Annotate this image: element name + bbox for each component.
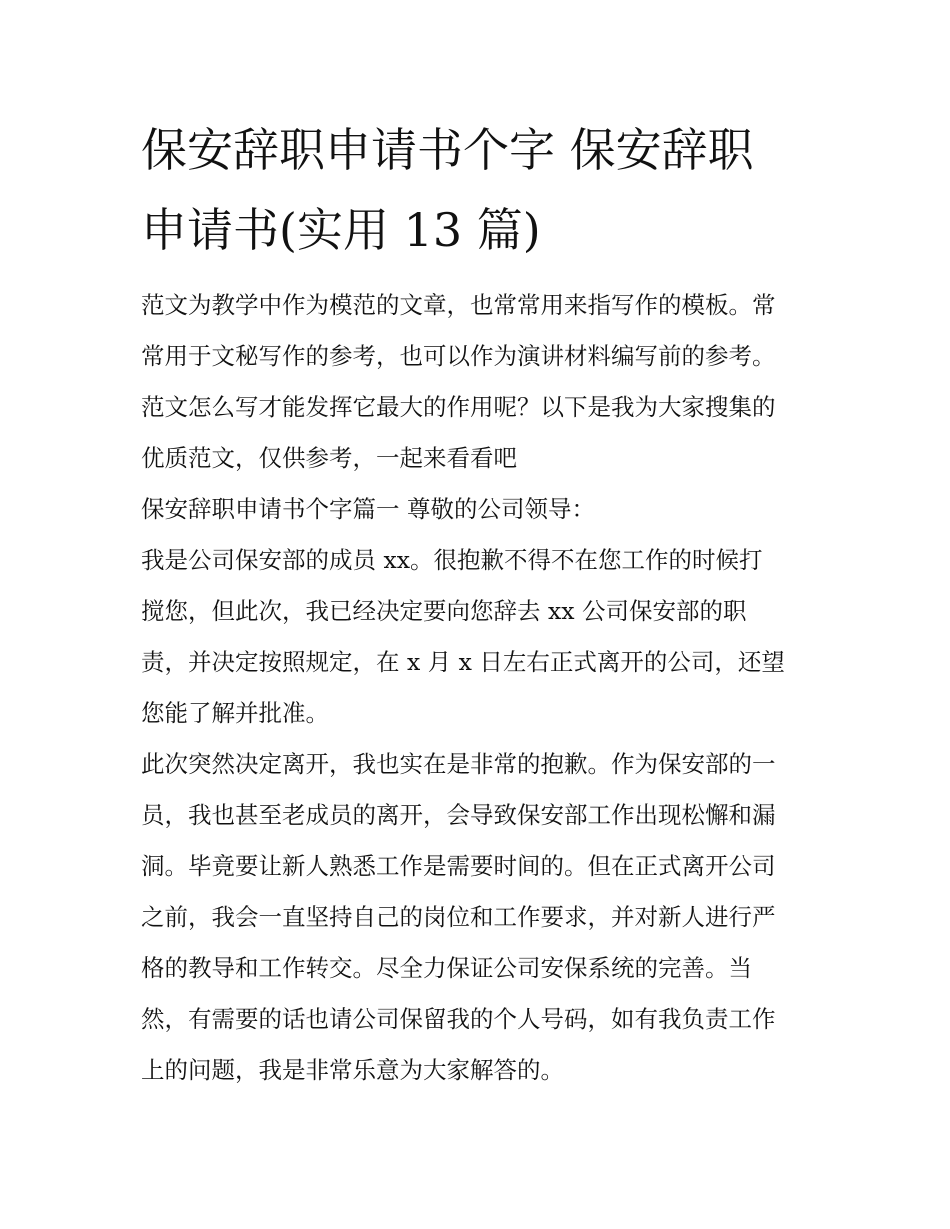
paragraph-line: 我是公司保安部的成员 xx。很抱歉不得不在您工作的时候打 xyxy=(141,546,763,574)
resignation-paragraph xyxy=(141,535,813,739)
paragraph-line: 之前，我会一直坚持自己的岗位和工作要求，并对新人进行严 xyxy=(141,903,776,931)
paragraph-line: 上的问题，我是非常乐意为大家解答的。 xyxy=(141,1056,564,1084)
apology-paragraph xyxy=(141,739,813,1096)
paragraph-line: 范文为教学中作为模范的文章，也常常用来指写作的模板。常 xyxy=(141,291,776,319)
salutation-paragraph xyxy=(141,484,813,535)
intro-paragraph xyxy=(141,280,813,484)
document-page xyxy=(141,110,813,1096)
paragraph-line: 优质范文，仅供参考，一起来看看吧 xyxy=(141,444,517,472)
paragraph-line: 责，并决定按照规定，在 x 月 x 日左右正式离开的公司，还望 xyxy=(141,648,785,676)
document-title xyxy=(141,110,813,270)
paragraph-line: 员，我也甚至老成员的离开，会导致保安部工作出现松懈和漏 xyxy=(141,801,776,829)
paragraph-line: 常用于文秘写作的参考，也可以作为演讲材料编写前的参考。 xyxy=(141,342,776,370)
paragraph-line: 保安辞职申请书个字篇一 尊敬的公司领导： xyxy=(141,495,595,523)
paragraph-line: 您能了解并批准。 xyxy=(141,699,329,727)
paragraph-line: 范文怎么写才能发挥它最大的作用呢？以下是我为大家搜集的 xyxy=(141,393,776,421)
title-line: 申请书(实用 13 篇) xyxy=(141,203,541,257)
paragraph-line: 然，有需要的话也请公司保留我的个人号码，如有我负责工作 xyxy=(141,1005,776,1033)
paragraph-line: 此次突然决定离开，我也实在是非常的抱歉。作为保安部的一 xyxy=(141,750,776,778)
paragraph-line: 搅您，但此次，我已经决定要向您辞去 xx 公司保安部的职 xyxy=(141,597,747,625)
paragraph-line: 格的教导和工作转交。尽全力保证公司安保系统的完善。当 xyxy=(141,954,752,982)
title-line: 保安辞职申请书个字 保安辞职 xyxy=(141,123,754,177)
paragraph-line: 洞。毕竟要让新人熟悉工作是需要时间的。但在正式离开公司 xyxy=(141,852,776,880)
